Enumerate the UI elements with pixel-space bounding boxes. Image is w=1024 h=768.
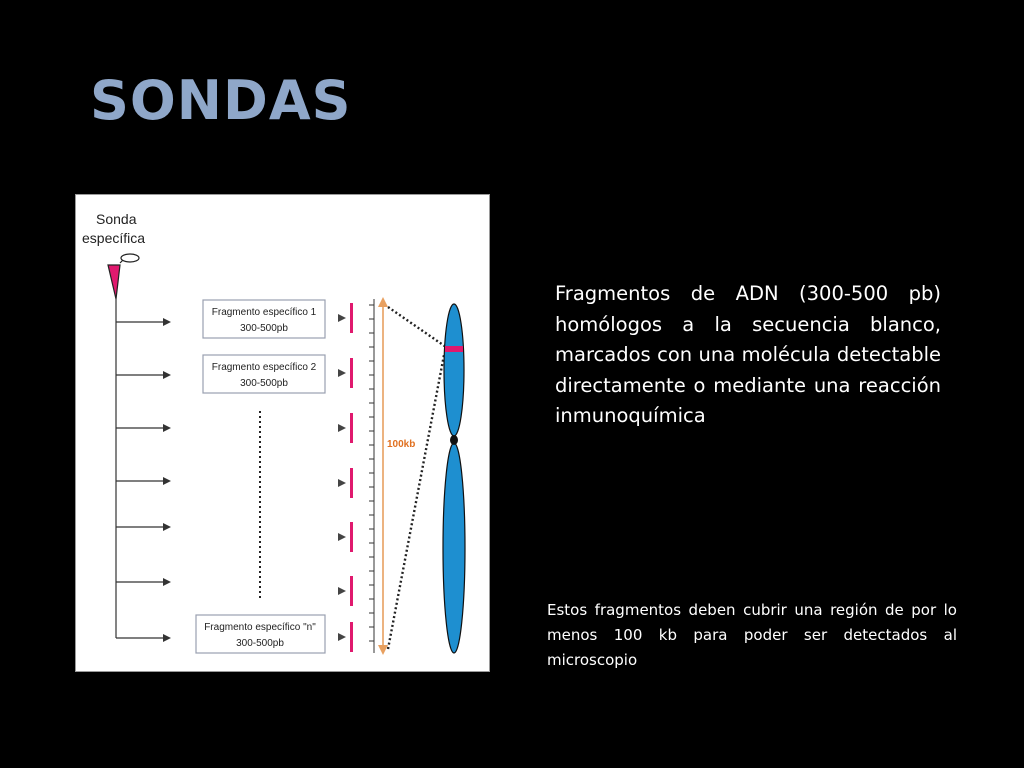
probe-segments: [338, 303, 353, 652]
main-description: Fragmentos de ADN (300-500 pb) homólogos a la secuencia blanco, marcados con una molécula detectable directamente o mediante una reacción inmunoquímica: [555, 282, 941, 427]
probe-segment: [350, 468, 353, 498]
probe-diagram-svg: [76, 195, 491, 673]
chromosome-icon: [443, 304, 465, 653]
region-size-arrow: [378, 297, 388, 655]
probe-segment-arrow: [338, 424, 346, 432]
fragment-n-size: 300-500pb: [236, 638, 284, 649]
fragment-2-name: Fragmento específico 2: [211, 362, 317, 373]
probe-segment-arrow: [338, 633, 346, 641]
probe-segment: [350, 576, 353, 606]
fragment-box-n: [196, 615, 325, 653]
region-size-label: 100kb: [387, 439, 416, 450]
zoom-line-top: [388, 307, 446, 347]
zoom-line-bottom: [388, 355, 444, 649]
probe-segment: [350, 303, 353, 333]
fragment-1-size: 300-500pb: [240, 323, 288, 334]
probe-marker-icon: [108, 254, 139, 299]
probe-segment: [350, 413, 353, 443]
probe-segment-arrow: [338, 369, 346, 377]
chromosome-probe-band: [445, 346, 463, 352]
slide-title: SONDAS: [90, 69, 352, 132]
fragment-arrows: [116, 318, 171, 642]
probe-label-line1: Sonda: [96, 211, 137, 227]
probe-segment-arrow: [338, 533, 346, 541]
probe-segment-arrow: [338, 314, 346, 322]
fragment-1-name: Fragmento específico 1: [211, 307, 317, 318]
fragment-n-name: Fragmento específico "n": [204, 622, 316, 633]
probe-label-line2: específica: [82, 230, 146, 246]
fragment-box-1: [203, 300, 325, 338]
probe-segment: [350, 622, 353, 652]
probe-segment: [350, 358, 353, 388]
probe-segment: [350, 522, 353, 552]
fragment-box-2: [203, 355, 325, 393]
probe-diagram: [75, 194, 490, 672]
probe-segment-arrow: [338, 587, 346, 595]
coverage-note: Estos fragmentos deben cubrir una región de por lo menos 100 kb para poder ser detectados al microscopio: [547, 601, 957, 669]
ruler-ticks: [369, 305, 374, 641]
fragment-2-size: 300-500pb: [240, 378, 288, 389]
probe-segment-arrow: [338, 479, 346, 487]
